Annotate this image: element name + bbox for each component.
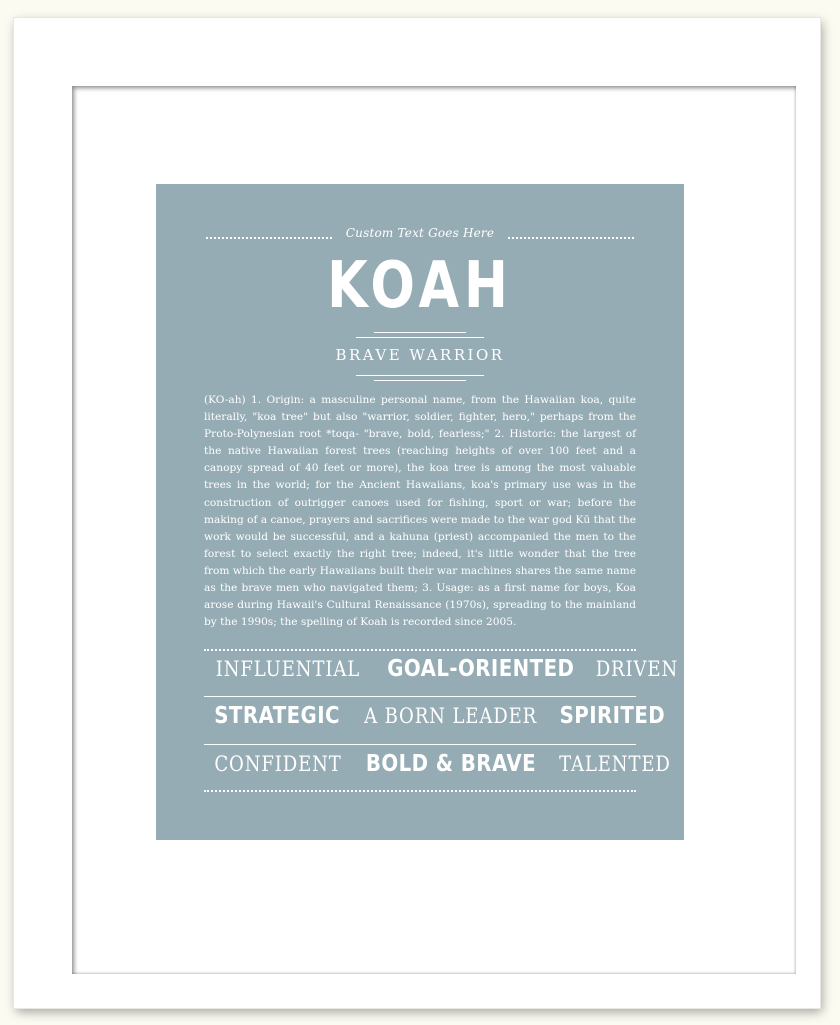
- name-meaning: BRAVE WARRIOR: [335, 346, 505, 364]
- trait-divider-1: [204, 696, 636, 697]
- custom-text: Custom Text Goes Here: [345, 226, 495, 240]
- name-divider-top: [374, 332, 466, 333]
- trait-row-3: [204, 751, 671, 789]
- trait: A BORN LEADER: [364, 704, 538, 728]
- name-divider-top-wide: [356, 337, 484, 338]
- traits-top-dotted-rule: [204, 649, 636, 651]
- trait: SPIRITED: [559, 703, 666, 729]
- top-left-dotted-rule: [206, 237, 332, 239]
- trait: STRATEGIC: [214, 703, 340, 729]
- trait: TALENTED: [559, 752, 671, 776]
- trait: BOLD & BRAVE: [365, 751, 537, 777]
- trait: GOAL-ORIENTED: [387, 656, 575, 682]
- trait-row-1: [204, 656, 679, 694]
- meaning-divider-short: [374, 380, 466, 381]
- trait: CONFIDENT: [214, 752, 342, 776]
- trait-divider-2: [204, 744, 636, 745]
- name-title: KOAH: [327, 249, 513, 323]
- meaning-divider-wide: [356, 375, 484, 376]
- trait-row-2: [204, 703, 666, 741]
- top-right-dotted-rule: [508, 237, 634, 239]
- traits-bottom-dotted-rule: [204, 790, 636, 792]
- trait: DRIVEN: [596, 657, 679, 681]
- trait: INFLUENTIAL: [215, 657, 361, 681]
- name-definition: (KO-ah) 1. Origin: a masculine personal name, from the Hawaiian koa, quite literally, "koa tree" but also "warrior, soldier, fighter, hero," perhaps from the Proto-Polynesian root *toqa- "brave, bold, fearless;" 2. Historic: the largest of the native Hawaiian forest trees (reaching heights of over 100 feet and a canopy spread of 40 feet or more), the koa tree is among the most valuable trees in the world; for the Ancient Hawaiians, koa's primary use was in the construction of outrigger canoes used for fishing, sport or war; before the making of a canoe, prayers and sacrifices were made to the war god Kū that the work would be successful, and a kahuna (priest) accompanied the men to the forest to select exactly the right tree; indeed, it's little wonder that the tree from which the early Hawaiians built their war machines shares the same name as the brave men who navigated them; 3. Usage: as a first name for boys, Koa arose during Hawaii's Cultural Renaissance (1970s), spreading to the mainland by the 1990s; the spelling of Koah is recorded since 2005.: [204, 394, 636, 629]
- name-meaning-print: [156, 184, 684, 840]
